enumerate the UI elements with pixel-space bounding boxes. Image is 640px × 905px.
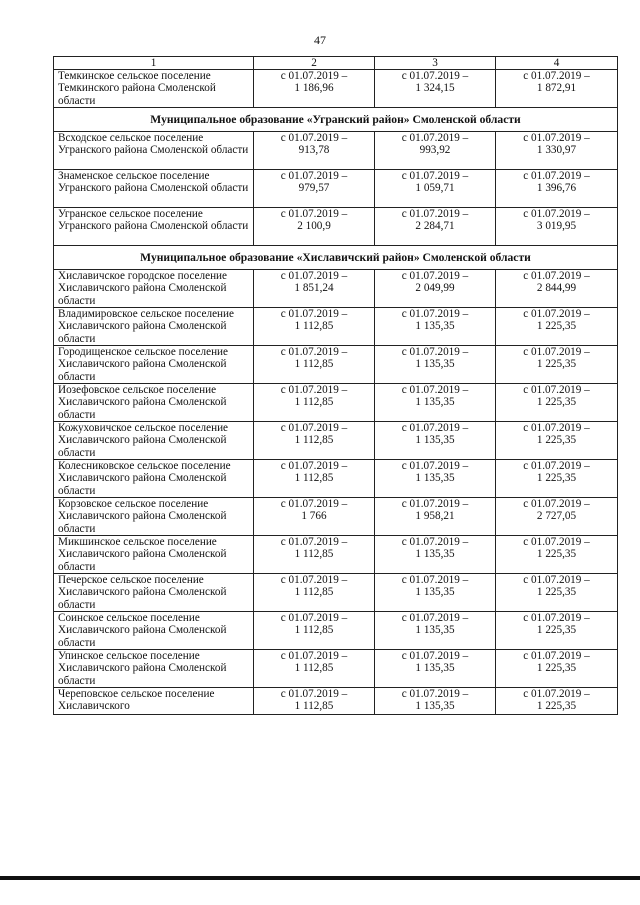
tariff-cell-col4	[496, 422, 618, 460]
tariff-cell-col4	[496, 346, 618, 384]
tariff-value-text: 2 844,99	[536, 282, 577, 295]
tariff-value-text: 1 112,85	[294, 434, 334, 447]
tariff-cell-col2	[254, 574, 375, 612]
tariff-table-body	[54, 57, 618, 715]
tariff-cell-col4	[496, 132, 618, 170]
table-row	[54, 536, 618, 574]
table-row	[54, 384, 618, 422]
section-header-row	[54, 246, 618, 270]
tariff-value-text: 1 135,35	[415, 434, 455, 447]
table-row	[54, 208, 618, 246]
tariff-cell-col3	[375, 422, 496, 460]
section-title: Муниципальное образование «Хиславичский район» Смоленской области	[54, 246, 618, 270]
effective-date-text: с 01.07.2019 –	[523, 132, 590, 145]
tariff-value-text: 1 112,85	[294, 548, 334, 561]
effective-date-text: с 01.07.2019 –	[523, 574, 590, 587]
tariff-cell-col3	[375, 170, 496, 208]
tariff-value-text: 1 766	[301, 510, 327, 523]
effective-date-text: с 01.07.2019 –	[523, 346, 590, 359]
tariff-cell-col4	[496, 70, 618, 108]
settlement-name-cell: Всходское сельское поселение Угранского района Смоленской области	[54, 132, 254, 170]
tariff-cell-col2	[254, 384, 375, 422]
effective-date-text: с 01.07.2019 –	[280, 384, 348, 397]
effective-date-text: с 01.07.2019 –	[523, 612, 590, 625]
settlement-name-cell: Городищенское сельское поселение Хиславичского района Смоленской области	[54, 346, 254, 384]
effective-date-text: с 01.07.2019 –	[401, 170, 469, 183]
tariff-value-text: 1 135,35	[415, 662, 455, 675]
tariff-value-text: 1 112,85	[294, 358, 334, 371]
effective-date-text: с 01.07.2019 –	[523, 650, 590, 663]
tariff-value-text: 1 872,91	[536, 82, 577, 95]
tariff-cell-col3	[375, 208, 496, 246]
effective-date-text: с 01.07.2019 –	[523, 70, 590, 83]
tariff-value-text: 1 112,85	[294, 396, 334, 409]
table-row	[54, 270, 618, 308]
tariff-cell-col4	[496, 612, 618, 650]
settlement-name-cell: Иозефовское сельское поселение Хиславичского района Смоленской области	[54, 384, 254, 422]
effective-date-text: с 01.07.2019 –	[523, 208, 590, 221]
effective-date-text: с 01.07.2019 –	[401, 270, 469, 283]
tariff-value-text: 1 186,96	[294, 82, 334, 95]
tariff-value-text: 2 727,05	[536, 510, 577, 523]
effective-date-text: с 01.07.2019 –	[280, 346, 348, 359]
settlement-name-cell: Микшинское сельское поселение Хиславичского района Смоленской области	[54, 536, 254, 574]
effective-date-text: с 01.07.2019 –	[523, 498, 590, 511]
settlement-name-cell: Печерское сельское поселение Хиславичского района Смоленской области	[54, 574, 254, 612]
effective-date-text: с 01.07.2019 –	[523, 460, 590, 473]
table-row	[54, 612, 618, 650]
tariff-cell-col3	[375, 270, 496, 308]
tariff-value-text: 1 135,35	[415, 624, 455, 637]
tariff-value-text: 1 851,24	[294, 282, 334, 295]
tariff-cell-col3	[375, 536, 496, 574]
settlement-name-cell: Хиславичское городское поселение Хиславичского района Смоленской области	[54, 270, 254, 308]
tariff-cell-col3	[375, 132, 496, 170]
column-header: 1	[54, 57, 254, 70]
tariff-value-text: 1 324,15	[415, 82, 455, 95]
tariff-table	[53, 56, 618, 715]
tariff-value-text: 1 135,35	[415, 548, 455, 561]
tariff-value-text: 1 112,85	[294, 700, 334, 713]
table-row	[54, 170, 618, 208]
tariff-value-text: 1 225,35	[536, 434, 577, 447]
tariff-value-text: 1 135,35	[415, 320, 455, 333]
tariff-value-text: 2 100,9	[297, 220, 331, 233]
tariff-value-text: 1 958,21	[415, 510, 455, 523]
table-row	[54, 688, 618, 715]
settlement-name-cell: Соинское сельское поселение Хиславичского района Смоленской области	[54, 612, 254, 650]
column-header: 2	[254, 57, 375, 70]
tariff-value-text: 1 225,35	[536, 662, 577, 675]
tariff-value-text: 913,78	[298, 144, 330, 157]
tariff-value-text: 993,92	[419, 144, 451, 157]
tariff-cell-col2	[254, 612, 375, 650]
tariff-value-text: 1 135,35	[415, 358, 455, 371]
tariff-value-text: 1 112,85	[294, 662, 334, 675]
table-row	[54, 650, 618, 688]
tariff-cell-col4	[496, 308, 618, 346]
effective-date-text: с 01.07.2019 –	[280, 70, 348, 83]
tariff-cell-col3	[375, 460, 496, 498]
table-row	[54, 422, 618, 460]
tariff-value-text: 1 225,35	[536, 548, 577, 561]
tariff-value-text: 1 059,71	[415, 182, 455, 195]
effective-date-text: с 01.07.2019 –	[401, 574, 469, 587]
tariff-cell-col2	[254, 132, 375, 170]
tariff-cell-col2	[254, 346, 375, 384]
effective-date-text: с 01.07.2019 –	[401, 498, 469, 511]
tariff-cell-col2	[254, 536, 375, 574]
effective-date-text: с 01.07.2019 –	[401, 460, 469, 473]
tariff-cell-col2	[254, 270, 375, 308]
effective-date-text: с 01.07.2019 –	[523, 270, 590, 283]
tariff-value-text: 1 225,35	[536, 358, 577, 371]
tariff-cell-col2	[254, 308, 375, 346]
settlement-name-cell: Кожуховичское сельское поселение Хиславичского района Смоленской области	[54, 422, 254, 460]
tariff-cell-col2	[254, 688, 375, 715]
effective-date-text: с 01.07.2019 –	[280, 308, 348, 321]
tariff-cell-col3	[375, 308, 496, 346]
tariff-cell-col2	[254, 422, 375, 460]
effective-date-text: с 01.07.2019 –	[523, 308, 590, 321]
settlement-name-cell: Темкинское сельское поселение Темкинского района Смоленской области	[54, 70, 254, 108]
tariff-value-text: 1 225,35	[536, 396, 577, 409]
tariff-cell-col4	[496, 208, 618, 246]
effective-date-text: с 01.07.2019 –	[280, 270, 348, 283]
tariff-cell-col2	[254, 460, 375, 498]
effective-date-text: с 01.07.2019 –	[280, 650, 348, 663]
section-title: Муниципальное образование «Угранский район» Смоленской области	[54, 108, 618, 132]
effective-date-text: с 01.07.2019 –	[401, 132, 469, 145]
section-header-row	[54, 108, 618, 132]
footer-divider	[0, 876, 640, 880]
effective-date-text: с 01.07.2019 –	[401, 70, 469, 83]
tariff-cell-col4	[496, 270, 618, 308]
table-row	[54, 70, 618, 108]
settlement-name-cell: Череповское сельское поселение Хиславичского	[54, 688, 254, 715]
tariff-value-text: 2 049,99	[415, 282, 455, 295]
effective-date-text: с 01.07.2019 –	[401, 346, 469, 359]
tariff-cell-col3	[375, 346, 496, 384]
tariff-value-text: 1 225,35	[536, 624, 577, 637]
effective-date-text: с 01.07.2019 –	[523, 422, 590, 435]
tariff-value-text: 1 225,35	[536, 700, 577, 713]
tariff-cell-col4	[496, 688, 618, 715]
effective-date-text: с 01.07.2019 –	[280, 170, 348, 183]
table-row	[54, 574, 618, 612]
settlement-name-cell: Упинское сельское поселение Хиславичского района Смоленской области	[54, 650, 254, 688]
effective-date-text: с 01.07.2019 –	[401, 308, 469, 321]
tariff-cell-col4	[496, 498, 618, 536]
column-header: 4	[496, 57, 618, 70]
effective-date-text: с 01.07.2019 –	[280, 132, 348, 145]
tariff-cell-col4	[496, 460, 618, 498]
effective-date-text: с 01.07.2019 –	[280, 498, 348, 511]
table-row	[54, 346, 618, 384]
tariff-cell-col4	[496, 574, 618, 612]
tariff-value-text: 1 112,85	[294, 586, 334, 599]
effective-date-text: с 01.07.2019 –	[280, 574, 348, 587]
tariff-value-text: 1 112,85	[294, 624, 334, 637]
effective-date-text: с 01.07.2019 –	[280, 460, 348, 473]
tariff-value-text: 1 112,85	[294, 320, 334, 333]
tariff-cell-col4	[496, 170, 618, 208]
effective-date-text: с 01.07.2019 –	[401, 208, 469, 221]
tariff-cell-col4	[496, 384, 618, 422]
tariff-cell-col3	[375, 574, 496, 612]
tariff-cell-col3	[375, 688, 496, 715]
tariff-cell-col4	[496, 536, 618, 574]
tariff-cell-col3	[375, 384, 496, 422]
effective-date-text: с 01.07.2019 –	[280, 422, 348, 435]
tariff-value-text: 1 112,85	[294, 472, 334, 485]
tariff-cell-col3	[375, 650, 496, 688]
table-row	[54, 498, 618, 536]
effective-date-text: с 01.07.2019 –	[280, 208, 348, 221]
tariff-value-text: 979,57	[298, 182, 330, 195]
column-header: 3	[375, 57, 496, 70]
tariff-value-text: 3 019,95	[536, 220, 577, 233]
tariff-value-text: 1 135,35	[415, 700, 455, 713]
tariff-value-text: 1 330,97	[536, 144, 577, 157]
tariff-cell-col3	[375, 498, 496, 536]
tariff-value-text: 2 284,71	[415, 220, 455, 233]
effective-date-text: с 01.07.2019 –	[523, 384, 590, 397]
effective-date-text: с 01.07.2019 –	[401, 688, 469, 701]
effective-date-text: с 01.07.2019 –	[523, 170, 590, 183]
effective-date-text: с 01.07.2019 –	[280, 536, 348, 549]
tariff-cell-col2	[254, 70, 375, 108]
effective-date-text: с 01.07.2019 –	[401, 650, 469, 663]
settlement-name-cell: Владимировское сельское поселение Хиславичского района Смоленской области	[54, 308, 254, 346]
tariff-value-text: 1 225,35	[536, 586, 577, 599]
effective-date-text: с 01.07.2019 –	[401, 384, 469, 397]
effective-date-text: с 01.07.2019 –	[523, 536, 590, 549]
settlement-name-cell: Колесниковское сельское поселение Хиславичского района Смоленской области	[54, 460, 254, 498]
page-number: 47	[314, 33, 326, 47]
settlement-name-cell: Угранское сельское поселение Угранского района Смоленской области	[54, 208, 254, 246]
effective-date-text: с 01.07.2019 –	[280, 612, 348, 625]
tariff-cell-col3	[375, 612, 496, 650]
table-row	[54, 308, 618, 346]
tariff-value-text: 1 135,35	[415, 586, 455, 599]
tariff-cell-col3	[375, 70, 496, 108]
tariff-value-text: 1 225,35	[536, 472, 577, 485]
effective-date-text: с 01.07.2019 –	[401, 536, 469, 549]
tariff-cell-col2	[254, 498, 375, 536]
effective-date-text: с 01.07.2019 –	[523, 688, 590, 701]
column-header-row	[54, 57, 618, 70]
tariff-value-text: 1 135,35	[415, 396, 455, 409]
tariff-cell-col2	[254, 170, 375, 208]
effective-date-text: с 01.07.2019 –	[401, 612, 469, 625]
table-row	[54, 132, 618, 170]
tariff-cell-col2	[254, 208, 375, 246]
table-row	[54, 460, 618, 498]
settlement-name-cell: Знаменское сельское поселение Угранского района Смоленской области	[54, 170, 254, 208]
effective-date-text: с 01.07.2019 –	[280, 688, 348, 701]
tariff-cell-col4	[496, 650, 618, 688]
tariff-value-text: 1 225,35	[536, 320, 577, 333]
settlement-name-cell: Корзовское сельское поселение Хиславичского района Смоленской области	[54, 498, 254, 536]
tariff-cell-col2	[254, 650, 375, 688]
tariff-value-text: 1 396,76	[536, 182, 577, 195]
tariff-value-text: 1 135,35	[415, 472, 455, 485]
effective-date-text: с 01.07.2019 –	[401, 422, 469, 435]
